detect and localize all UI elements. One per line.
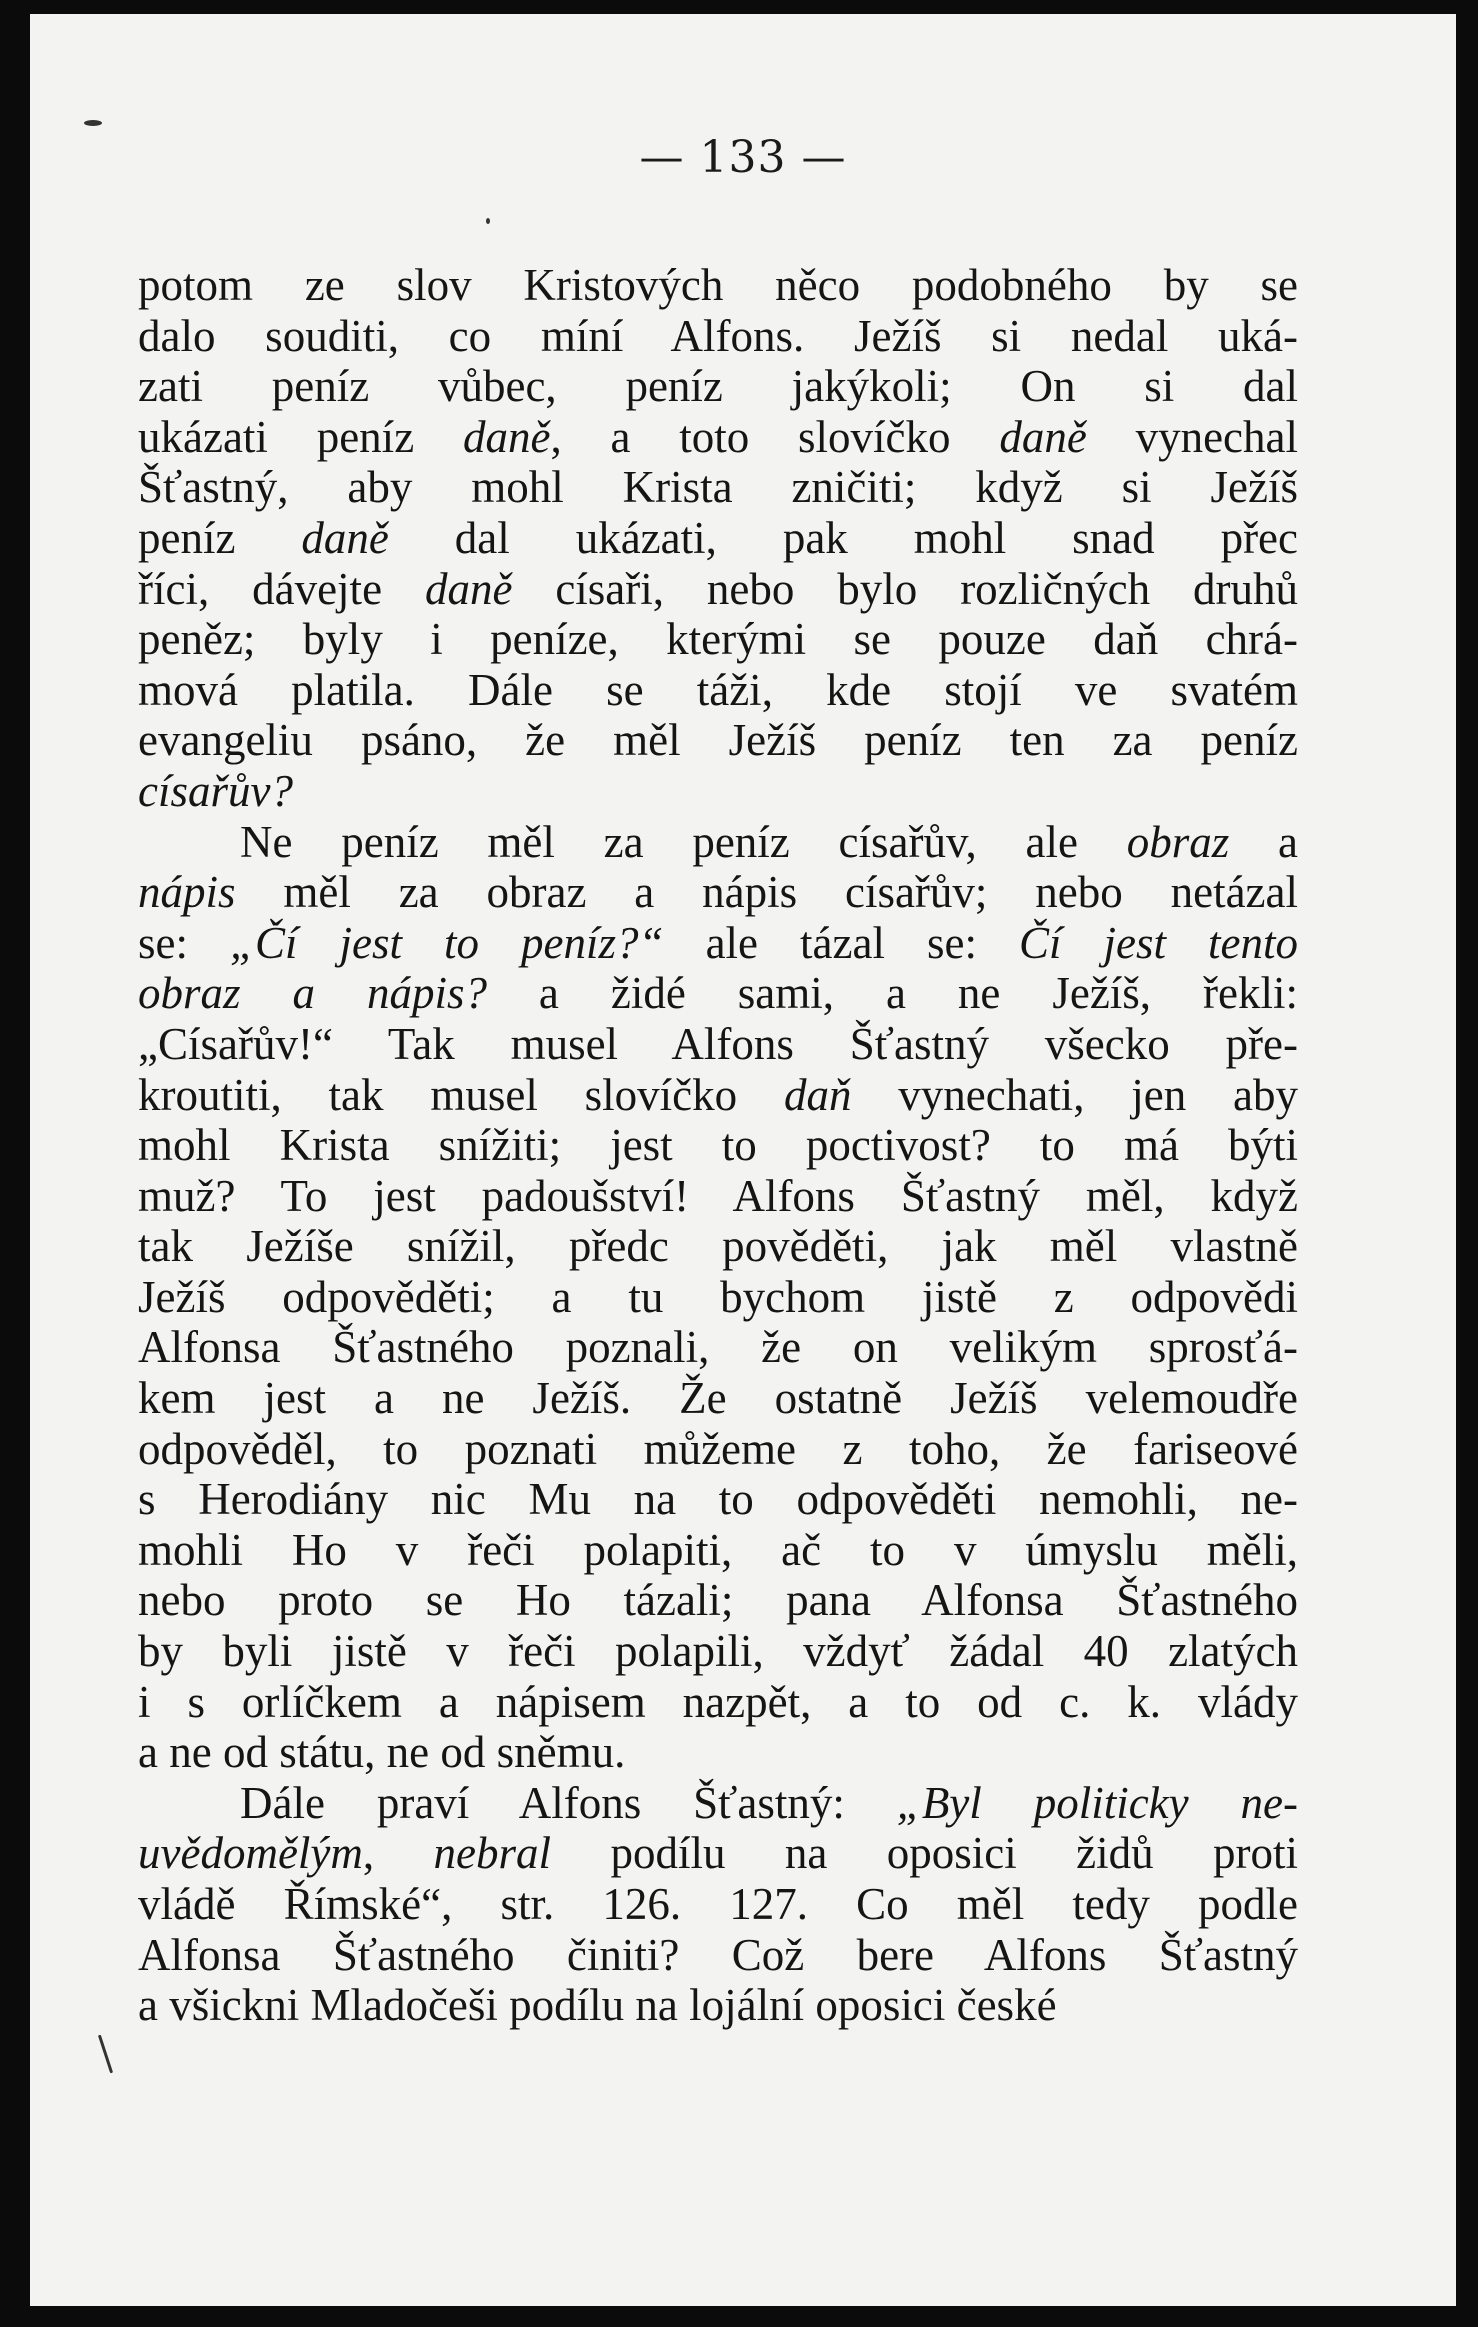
text-line <box>138 614 1298 665</box>
text-run: odpověděl, to poznati můžeme z toho, že fariseové <box>138 1423 1298 1474</box>
text-run: , a toto slovíčko <box>550 411 1000 462</box>
italic-emphasis: daně <box>999 411 1087 462</box>
text-line <box>138 665 1298 716</box>
text-run: a ne od státu, ne od sněmu. <box>138 1727 626 1778</box>
italic-emphasis: „Čí jest to peníz?“ <box>230 917 664 968</box>
text-run: i s orlíčkem a nápisem nazpět, a to od c. k. vlády <box>138 1676 1298 1727</box>
text-run: kroutiti, tak musel slovíčko <box>138 1069 784 1120</box>
paragraph <box>138 260 1298 817</box>
italic-emphasis: daně <box>301 512 389 563</box>
italic-emphasis: daně <box>424 563 513 614</box>
text-run: Alfonsa Šťastného poznali, že on velikým sprosťá- <box>138 1322 1298 1373</box>
text-run: dalo souditi, co míní Alfons. Ježíš si nedal uká- <box>138 310 1298 361</box>
italic-emphasis: uvědomělým <box>138 1828 363 1879</box>
text-line <box>138 1171 1298 1222</box>
text-line <box>138 1272 1298 1323</box>
text-run: potom ze slov Kristových něco podobného by se <box>138 260 1298 310</box>
text-run: tak Ježíše snížil, předc pověděti, jak měl vlastně <box>138 1221 1298 1272</box>
text-run: ukázati peníz <box>138 411 463 462</box>
text-run: Šťastný, aby mohl Krista zničiti; když si Ježíš <box>138 462 1298 513</box>
text-run: vynechal <box>1086 411 1299 462</box>
text-run: se: <box>138 917 230 968</box>
italic-emphasis: „Byl politicky ne- <box>896 1777 1298 1828</box>
italic-emphasis: nebral <box>433 1828 552 1879</box>
text-run: dal ukázati, pak mohl snad přec <box>388 512 1299 563</box>
italic-emphasis: císařův? <box>138 765 293 816</box>
text-line <box>138 564 1298 615</box>
italic-emphasis: obraz <box>1126 816 1230 867</box>
text-run: s Herodiány nic Mu na to odpověděti nemohli, ne- <box>138 1474 1298 1525</box>
text-run: mohli Ho v řeči polapiti, ač to v úmyslu měli, <box>138 1524 1298 1575</box>
text-line <box>138 1474 1298 1525</box>
text-run: mohl Krista snížiti; jest to poctivost? to má býti <box>138 1120 1298 1171</box>
text-line <box>138 817 1298 868</box>
text-line <box>138 918 1298 969</box>
text-run: nebo proto se Ho tázali; pana Alfonsa Šťastného <box>138 1575 1298 1626</box>
text-run: peněz; byly i peníze, kterými se pouze daň chrá- <box>138 614 1298 665</box>
text-line <box>138 1019 1298 1070</box>
italic-emphasis: daň <box>783 1069 852 1120</box>
text-run: peníz <box>138 512 302 563</box>
text-line <box>138 1879 1298 1930</box>
text-run: a židé sami, a ne Ježíš, řekli: <box>486 968 1298 1019</box>
text-line <box>138 715 1298 766</box>
text-run: císaři, nebo bylo rozličných druhů <box>512 563 1298 614</box>
text-line <box>138 311 1298 362</box>
text-run: Ježíš odpověděti; a tu bychom jistě z odpovědi <box>138 1271 1298 1322</box>
text-run: a <box>1229 816 1299 867</box>
text-run: by byli jistě v řeči polapili, vždyť žádal 40 zlatých <box>138 1626 1298 1677</box>
text-run: Ne peníz měl za peníz císařův, ale <box>240 816 1127 867</box>
text-line <box>138 1626 1298 1677</box>
text-line <box>138 766 1298 817</box>
text-run: zati peníz vůbec, peníz jakýkoli; On si dal <box>138 361 1298 412</box>
text-line <box>138 513 1298 564</box>
text-run: vládě Římské“, str. 126. 127. Co měl tedy podle <box>138 1879 1298 1929</box>
text-line <box>138 361 1298 412</box>
text-line <box>138 1778 1298 1829</box>
text-line <box>138 1525 1298 1576</box>
text-line <box>138 1070 1298 1121</box>
text-line <box>138 462 1298 513</box>
text-run: „Císařův!“ Tak musel Alfons Šťastný všecko pře- <box>138 1018 1298 1069</box>
text-line <box>138 1828 1298 1879</box>
text-line <box>138 867 1298 918</box>
text-line <box>138 1424 1298 1475</box>
text-line <box>138 1677 1298 1728</box>
text-line <box>138 1980 1298 2031</box>
text-line <box>138 1930 1298 1981</box>
italic-emphasis: daně <box>462 411 551 462</box>
italic-emphasis: Čí jest tento <box>1018 917 1298 968</box>
text-line <box>138 1727 1298 1778</box>
text-run: mová platila. Dále se táži, kde stojí ve svatém <box>138 664 1298 715</box>
scan-speck <box>486 218 490 224</box>
text-run: , <box>362 1828 434 1879</box>
italic-emphasis: nápis <box>138 867 236 918</box>
text-line <box>138 968 1298 1019</box>
page-number: — 133 — <box>639 132 847 183</box>
text-line <box>138 1575 1298 1626</box>
scan-speck <box>98 2035 113 2074</box>
text-run: a všickni Mladočeši podílu na lojální oposici české <box>138 1980 1057 2031</box>
text-run: říci, dávejte <box>138 563 425 614</box>
text-line <box>138 260 1298 311</box>
body-text <box>138 260 1298 2031</box>
text-run: podílu na oposici židů proti <box>551 1828 1298 1879</box>
text-run: Dále praví Alfons Šťastný: <box>240 1777 897 1828</box>
paragraph <box>138 1778 1298 2031</box>
text-run: vynechati, jen aby <box>851 1069 1299 1120</box>
text-line <box>138 1120 1298 1171</box>
text-run: ale tázal se: <box>663 917 1019 968</box>
text-run: Alfonsa Šťastného činiti? Což bere Alfons Šťastný <box>138 1929 1298 1980</box>
text-run: muž? To jest padoušství! Alfons Šťastný měl, když <box>138 1170 1298 1221</box>
scan-speck <box>84 120 102 126</box>
text-line <box>138 1221 1298 1272</box>
text-run: měl za obraz a nápis císařův; nebo netázal <box>235 867 1298 918</box>
text-run: evangeliu psáno, že měl Ježíš peníz ten za peníz <box>138 715 1298 766</box>
paragraph <box>138 817 1298 1778</box>
italic-emphasis: obraz a nápis? <box>138 968 487 1019</box>
text-line <box>138 412 1298 463</box>
text-line <box>138 1373 1298 1424</box>
book-page <box>30 14 1456 2306</box>
text-line <box>138 1322 1298 1373</box>
text-run: kem jest a ne Ježíš. Že ostatně Ježíš velemoudře <box>138 1373 1298 1424</box>
